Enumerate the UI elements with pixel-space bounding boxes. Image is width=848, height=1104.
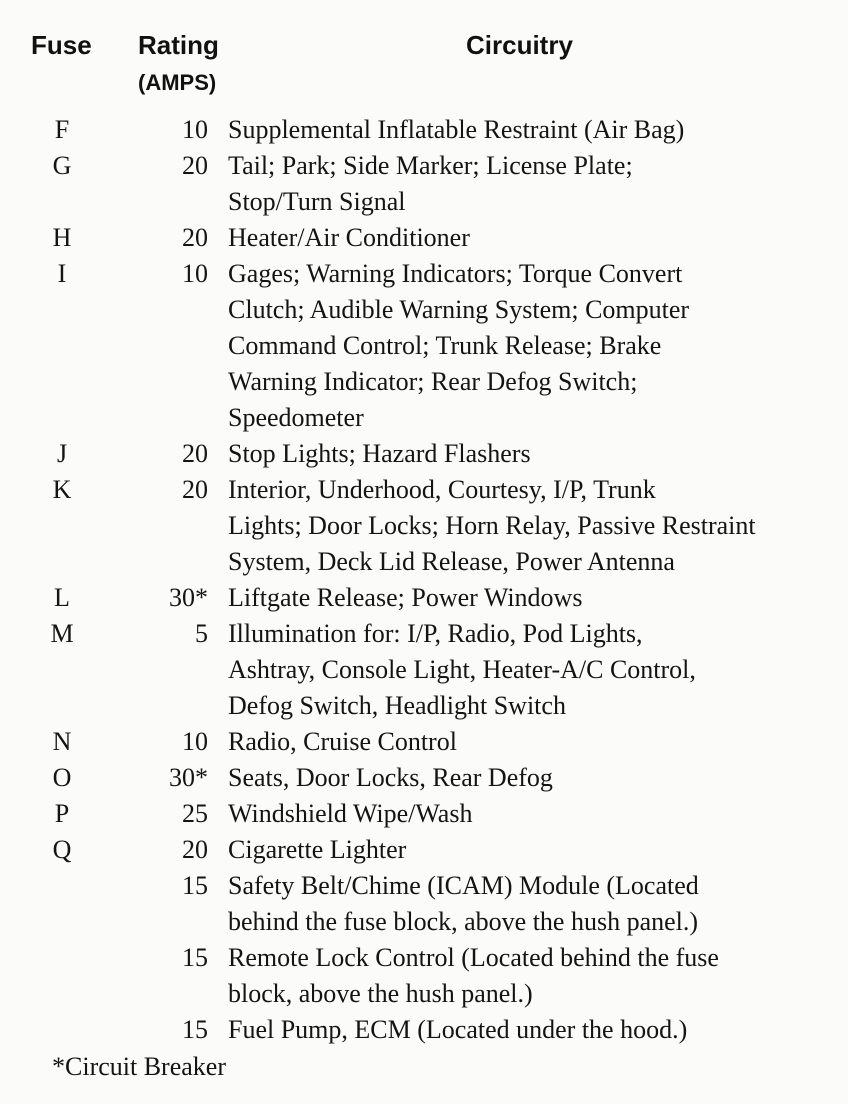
- fuse-table-body: [0, 112, 848, 1048]
- fuse-circuitry: Seats, Door Locks, Rear Defog: [228, 763, 553, 792]
- fuse-letter: J: [56, 439, 68, 468]
- fuse-letter: M: [50, 619, 74, 648]
- fuse-rating: 30*: [169, 583, 208, 612]
- fuse-rating: 10: [182, 727, 208, 756]
- fuse-circuitry: Stop Lights; Hazard Flashers: [228, 439, 531, 468]
- fuse-rating: 15: [182, 943, 208, 972]
- table-row: [0, 868, 848, 940]
- table-row: [0, 940, 848, 1012]
- table-row: [0, 616, 848, 724]
- fuse-circuitry: Illumination for: I/P, Radio, Pod Lights, Ashtray, Console Light, Heater-A/C Control, Defog Switch, Headlight Switch: [228, 619, 696, 720]
- fuse-rating: 15: [182, 1015, 208, 1044]
- fuse-letter: K: [52, 475, 72, 504]
- fuse-rating: 20: [182, 835, 208, 864]
- footnote: *Circuit Breaker: [52, 1052, 226, 1081]
- table-row: [0, 148, 848, 220]
- table-row: [0, 256, 848, 436]
- fuse-rating: 20: [182, 151, 208, 180]
- fuse-rating: 25: [182, 799, 208, 828]
- header-rating: Rating: [138, 30, 219, 60]
- table-row: [0, 112, 848, 148]
- fuse-circuitry: Gages; Warning Indicators; Torque Convert Clutch; Audible Warning System; Computer Command Control; Trunk Release; Brake Warning Indicator; Rear Defog Switch; Speedometer: [228, 259, 690, 432]
- fuse-letter: L: [54, 583, 70, 612]
- fuse-rating: 30*: [169, 763, 208, 792]
- fuse-circuitry: Liftgate Release; Power Windows: [228, 583, 583, 612]
- fuse-circuitry: Safety Belt/Chime (ICAM) Module (Located behind the fuse block, above the hush panel.): [228, 871, 699, 936]
- fuse-letter: F: [54, 115, 70, 144]
- fuse-circuitry: Tail; Park; Side Marker; License Plate; Stop/Turn Signal: [228, 151, 633, 216]
- fuse-circuitry: Windshield Wipe/Wash: [228, 799, 473, 828]
- fuse-circuitry: Fuel Pump, ECM (Located under the hood.): [228, 1015, 688, 1044]
- fuse-letter: O: [52, 763, 72, 792]
- fuse-letter: Q: [52, 835, 72, 864]
- fuse-letter: P: [54, 799, 70, 828]
- table-row: [0, 796, 848, 832]
- fuse-rating: 20: [182, 439, 208, 468]
- fuse-circuitry: Heater/Air Conditioner: [228, 223, 470, 252]
- fuse-letter: I: [57, 259, 67, 288]
- table-row: [0, 220, 848, 256]
- table-row: [0, 724, 848, 760]
- header-circuitry: Circuitry: [466, 30, 573, 60]
- table-row: [0, 832, 848, 868]
- fuse-circuitry: Supplemental Inflatable Restraint (Air Bag): [228, 115, 685, 144]
- fuse-rating: 20: [182, 223, 208, 252]
- table-row: [0, 760, 848, 796]
- fuse-circuitry: Remote Lock Control (Located behind the fuse block, above the hush panel.): [228, 943, 719, 1008]
- fuse-letter: G: [52, 151, 72, 180]
- fuse-circuitry: Interior, Underhood, Courtesy, I/P, Trunk Lights; Door Locks; Horn Relay, Passive Restraint System, Deck Lid Release, Power Antenna: [228, 475, 756, 576]
- table-row: [0, 1012, 848, 1048]
- table-row: [0, 580, 848, 616]
- fuse-rating: 10: [182, 259, 208, 288]
- fuse-rating: 15: [182, 871, 208, 900]
- header-fuse: Fuse: [31, 30, 92, 60]
- table-row: [0, 472, 848, 580]
- fuse-letter: N: [52, 727, 72, 756]
- table-row: [0, 436, 848, 472]
- fuse-circuitry: Radio, Cruise Control: [228, 727, 457, 756]
- fuse-rating: 10: [182, 115, 208, 144]
- fuse-rating: 20: [182, 475, 208, 504]
- fuse-rating: 5: [195, 619, 208, 648]
- header-amps: (AMPS): [138, 70, 217, 95]
- fuse-circuitry: Cigarette Lighter: [228, 835, 407, 864]
- fuse-letter: H: [52, 223, 72, 252]
